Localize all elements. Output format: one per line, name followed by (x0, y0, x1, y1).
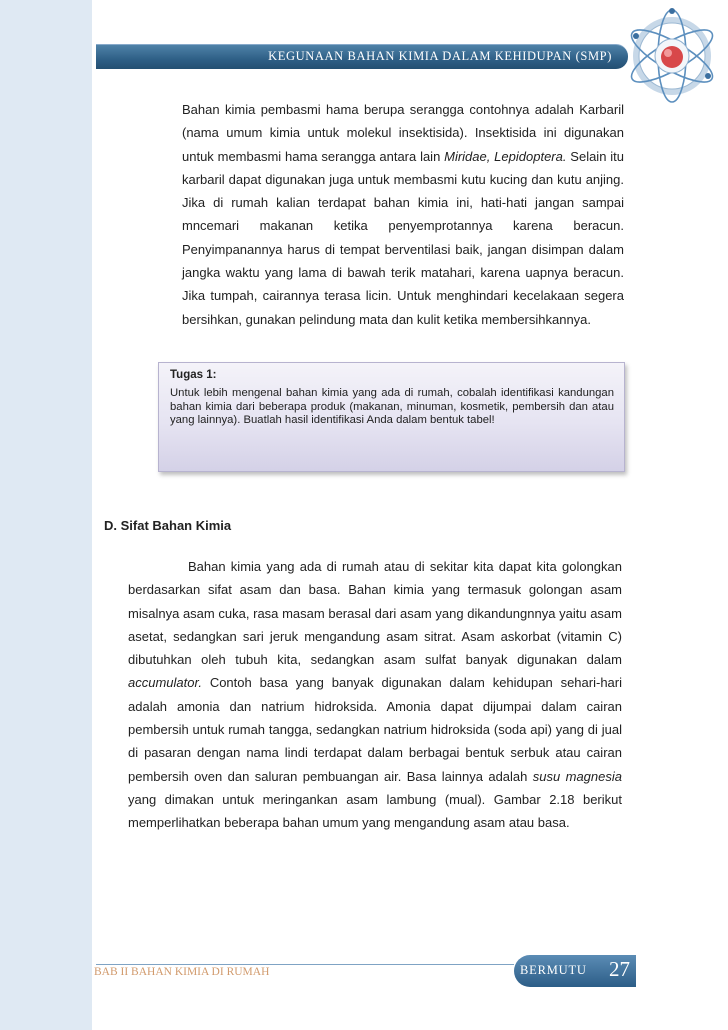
task-text: Untuk lebih mengenal bahan kimia yang ada di rumah, cobalah identifikasi kandungan bahan kimia dari beberapa produk (makanan, minuman, kosmetik, pembersih dan atau yang lainnya). Buatlah hasil identifikasi Anda dalam bentuk tabel! (170, 387, 614, 427)
paragraph-text: Selain itu karbaril dapat digunakan juga untuk membasmi kutu kucing dan kutu anjing. Jika di rumah kalian terdapat bahan kimia ini, hati-hati jangan sampai mncemari makanan ketika penyemprotannya karena beracun. Penyimpanannya harus di tempat berventilasi baik, jangan disimpan dalam jangka waktu yang lama di bawah terik matahari, karena uapnya beracun. Jika tumpah, cairannya terasa licin. Untuk menghindari kecelakaan segera bersihkan, gunakan pelindung mata dan kulit ketika membersihkannya. (182, 148, 624, 327)
footer-chapter-title: BAB II BAHAN KIMIA DI RUMAH (94, 966, 270, 978)
paragraph-italic-term: accumulator. (128, 675, 202, 691)
acid-base-paragraph (128, 555, 622, 835)
footer-bermutu-label: BERMUTU (520, 963, 587, 977)
paragraph-text: Bahan kimia pembasmi hama berupa serangga contohnya adalah Karbaril (nama umum kimia untuk molekul insektisida). Insektisida ini digunakan untuk membasmi hama serangga antara lain (182, 102, 624, 164)
task-box (158, 362, 625, 472)
task-title: Tugas 1: (170, 369, 217, 381)
footer-badge (514, 955, 636, 987)
paragraph-text: yang dimakan untuk meringankan asam lambung (mual). Gambar 2.18 berikut memperlihatkan beberapa bahan umum yang mengandung asam atau basa. (128, 791, 622, 831)
header-band (96, 44, 628, 69)
atom-emblem-icon (622, 6, 722, 106)
page-header-title: KEGUNAAN BAHAN KIMIA DALAM KEHIDUPAN (SMP) (268, 49, 612, 63)
footer-divider (96, 964, 514, 965)
left-sidebar-band (0, 0, 92, 1030)
section-heading: D. Sifat Bahan Kimia (104, 518, 232, 533)
paragraph-text: Contoh basa yang banyak digunakan dalam kehidupan sehari-hari adalah amonia dan natrium hidroksida. Amonia dapat dijumpai dalam cairan pembersih untuk rumah tangga, sedangkan natrium hidroksida (soda api) yang di jual di pasaran dengan nama lindi terdapat dalam berbagai bentuk serbuk atau cairan pembersih oven dan saluran pembuangan air. Basa lainnya adalah (128, 675, 622, 784)
page-number: 27 (609, 957, 630, 981)
karbaril-paragraph (182, 98, 624, 331)
paragraph-italic-term: Miridae, Lepidoptera. (444, 148, 567, 164)
paragraph-italic-term: susu magnesia (532, 768, 622, 784)
paragraph-text: Bahan kimia yang ada di rumah atau di sekitar kita dapat kita golongkan berdasarkan sifat asam dan basa. Bahan kimia yang termasuk golongan asam misalnya asam cuka, rasa masam berasal dari asam yang dikandungnnya yaitu asam asetat, sedangkan sari jeruk mengandung asam sitrat. Asam askorbat (vitamin C) dibutuhkan oleh tubuh kita, sedangkan asam sulfat banyak digunakan dalam (128, 559, 622, 668)
